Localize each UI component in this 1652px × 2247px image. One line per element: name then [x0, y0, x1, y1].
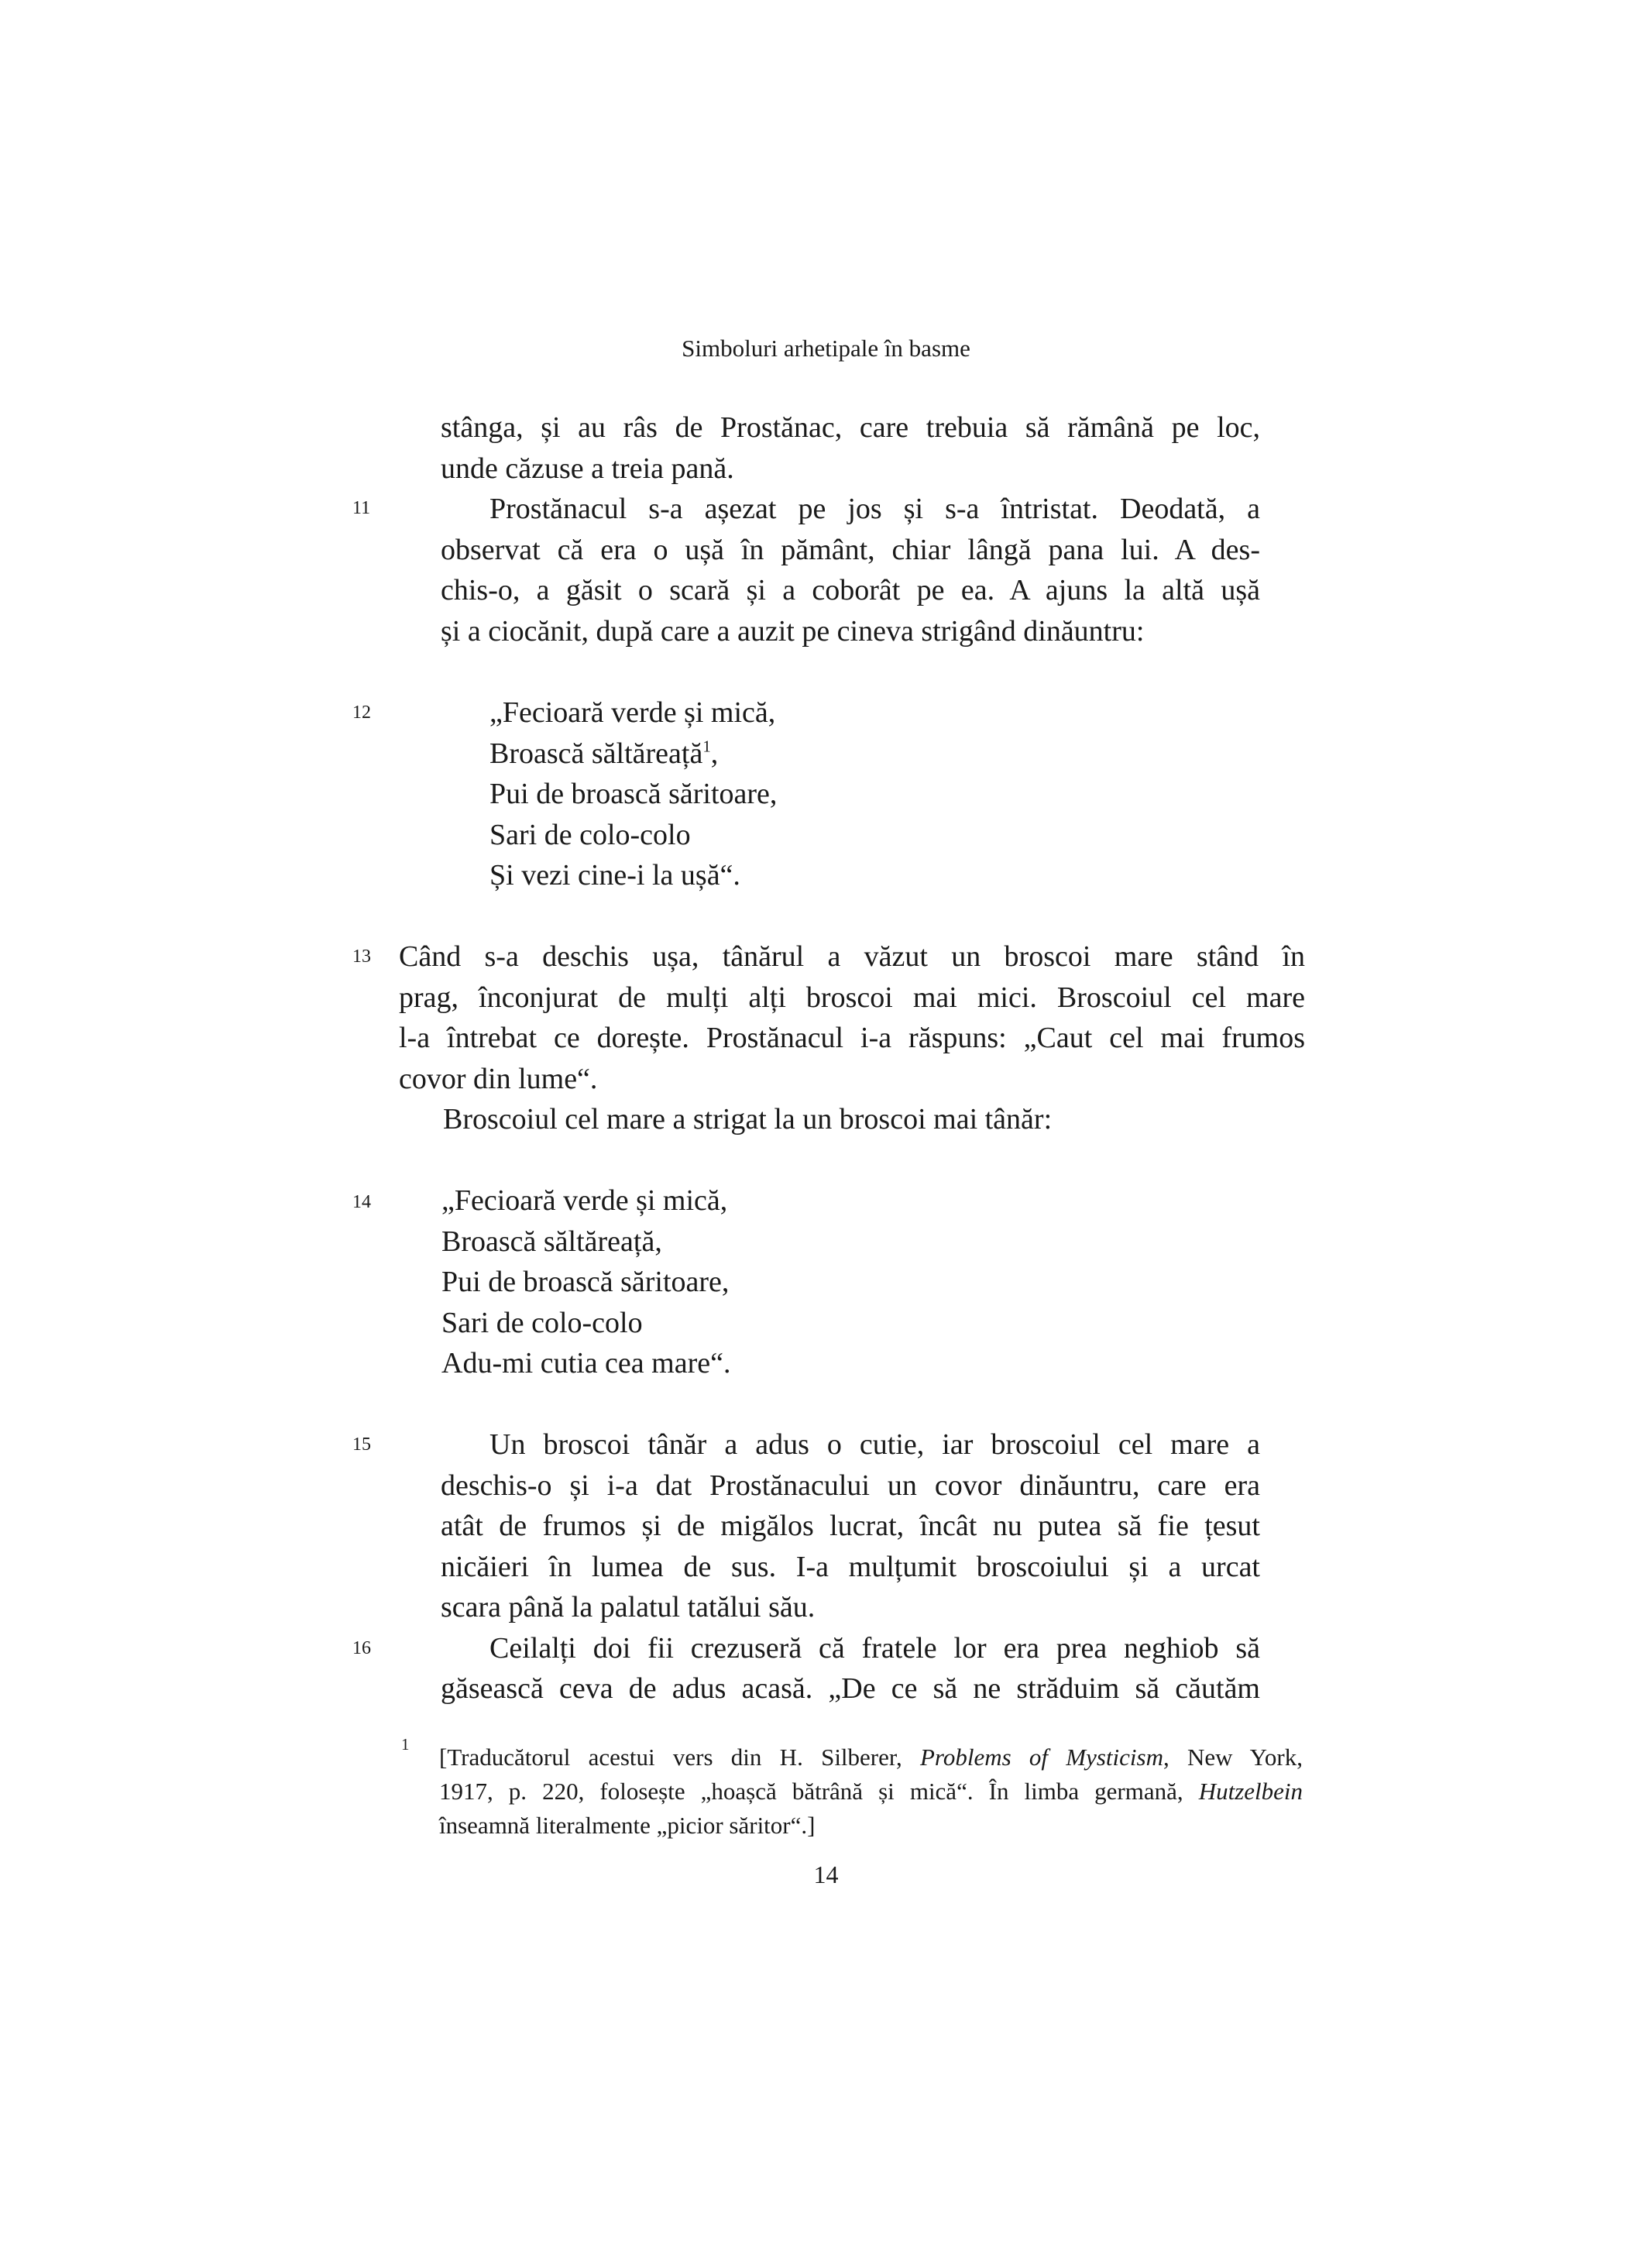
paragraph-block	[399, 936, 1305, 1140]
line-number: 12	[352, 703, 371, 723]
footnote	[439, 1740, 1303, 1843]
paragraph-block	[441, 407, 1260, 651]
text-line: prag, înconjurat de mulți alți broscoi mai mici. Broscoiul cel mare	[399, 981, 1305, 1014]
verse-line: Și vezi cine-i la ușă“.	[489, 859, 740, 892]
line-number: 13	[352, 947, 371, 967]
text-line: Prostănacul s-a așezat pe jos și s-a întristat. Deodată, a	[489, 493, 1260, 525]
footnote-marker: 1	[401, 1735, 410, 1754]
line-number: 16	[352, 1638, 371, 1658]
text-line: găsească ceva de adus acasă. „De ce să ne străduim să căutăm	[441, 1672, 1260, 1705]
line-number: 15	[352, 1434, 371, 1455]
footnote-term-italic: Hutzelbein	[1198, 1778, 1303, 1805]
verse-block	[441, 1180, 730, 1384]
verse-line: Adu-mi cutia cea mare“.	[441, 1347, 731, 1379]
footnote-text: [Traducătorul acestui vers din H. Silberer,	[439, 1744, 920, 1771]
footnote-title-italic: Problems of Mysticism	[919, 1744, 1163, 1771]
footnote-line	[439, 1740, 1303, 1775]
footnote-line	[439, 1775, 1303, 1809]
verse-text: Broască săltăreață	[489, 737, 703, 770]
footnote-reference[interactable]: 1	[702, 736, 711, 755]
text-line: unde căzuse a treia pană.	[441, 452, 734, 485]
text-line: covor din lume“.	[399, 1062, 598, 1095]
footnote-line: înseamnă literalmente „picior săritor“.]	[439, 1812, 816, 1839]
text-line: Broscoiul cel mare a strigat la un broscoi mai tânăr:	[443, 1103, 1053, 1136]
text-line: observat că era o ușă în pământ, chiar lângă pana lui. A des-	[441, 533, 1260, 566]
text-line: scara până la palatul tatălui său.	[441, 1591, 816, 1623]
text-line: și a ciocănit, după care a auzit pe cineva strigând dinăuntru:	[441, 614, 1145, 648]
page-number: 14	[813, 1860, 839, 1888]
footnote-text: , New York,	[1163, 1744, 1303, 1771]
verse-line: Sari de colo-colo	[441, 1306, 643, 1339]
text-line: atât de frumos și de migălos lucrat, încât nu putea să fie țesut	[441, 1510, 1260, 1542]
running-header: Simboluri arhetipale în basme	[682, 335, 970, 362]
verse-block	[489, 692, 777, 896]
text-line: deschis-o și i-a dat Prostănacului un covor dinăuntru, care era	[441, 1469, 1260, 1502]
text-line: Ceilalți doi fii crezuseră că fratele lor era prea neghiob să	[489, 1631, 1260, 1665]
text-line: nicăieri în lumea de sus. I-a mulțumit broscoiului și a urcat	[441, 1550, 1260, 1583]
footnote-text: 1917, p. 220, folosește „hoașcă bătrână și mică“. În limba germană,	[439, 1778, 1199, 1805]
verse-line	[489, 734, 777, 775]
text-line: chis-o, a găsit o scară și a coborât pe ea. A ajuns la altă ușă	[441, 574, 1260, 606]
line-number: 14	[352, 1192, 371, 1212]
text-line: Un broscoi tânăr a adus o cutie, iar broscoiul cel mare a	[489, 1428, 1260, 1461]
text-line: Când s-a deschis ușa, tânărul a văzut un broscoi mare stând în	[399, 940, 1305, 973]
verse-line: „Fecioară verde și mică,	[441, 1184, 728, 1217]
verse-punct: ,	[710, 737, 719, 770]
verse-line: Pui de broască săritoare,	[441, 1266, 730, 1298]
paragraph-block	[441, 1424, 1260, 1709]
verse-line: Sari de colo-colo	[489, 818, 691, 851]
text-line: stânga, și au râs de Prostănac, care trebuia să rămână pe loc,	[441, 411, 1260, 444]
text-line: l-a întrebat ce dorește. Prostănacul i-a răspuns: „Caut cel mai frumos	[399, 1022, 1305, 1054]
verse-line: Pui de broască săritoare,	[489, 778, 778, 810]
line-number: 11	[352, 498, 371, 518]
verse-line: Broască săltăreață,	[441, 1225, 662, 1258]
verse-line: „Fecioară verde și mică,	[489, 696, 776, 729]
